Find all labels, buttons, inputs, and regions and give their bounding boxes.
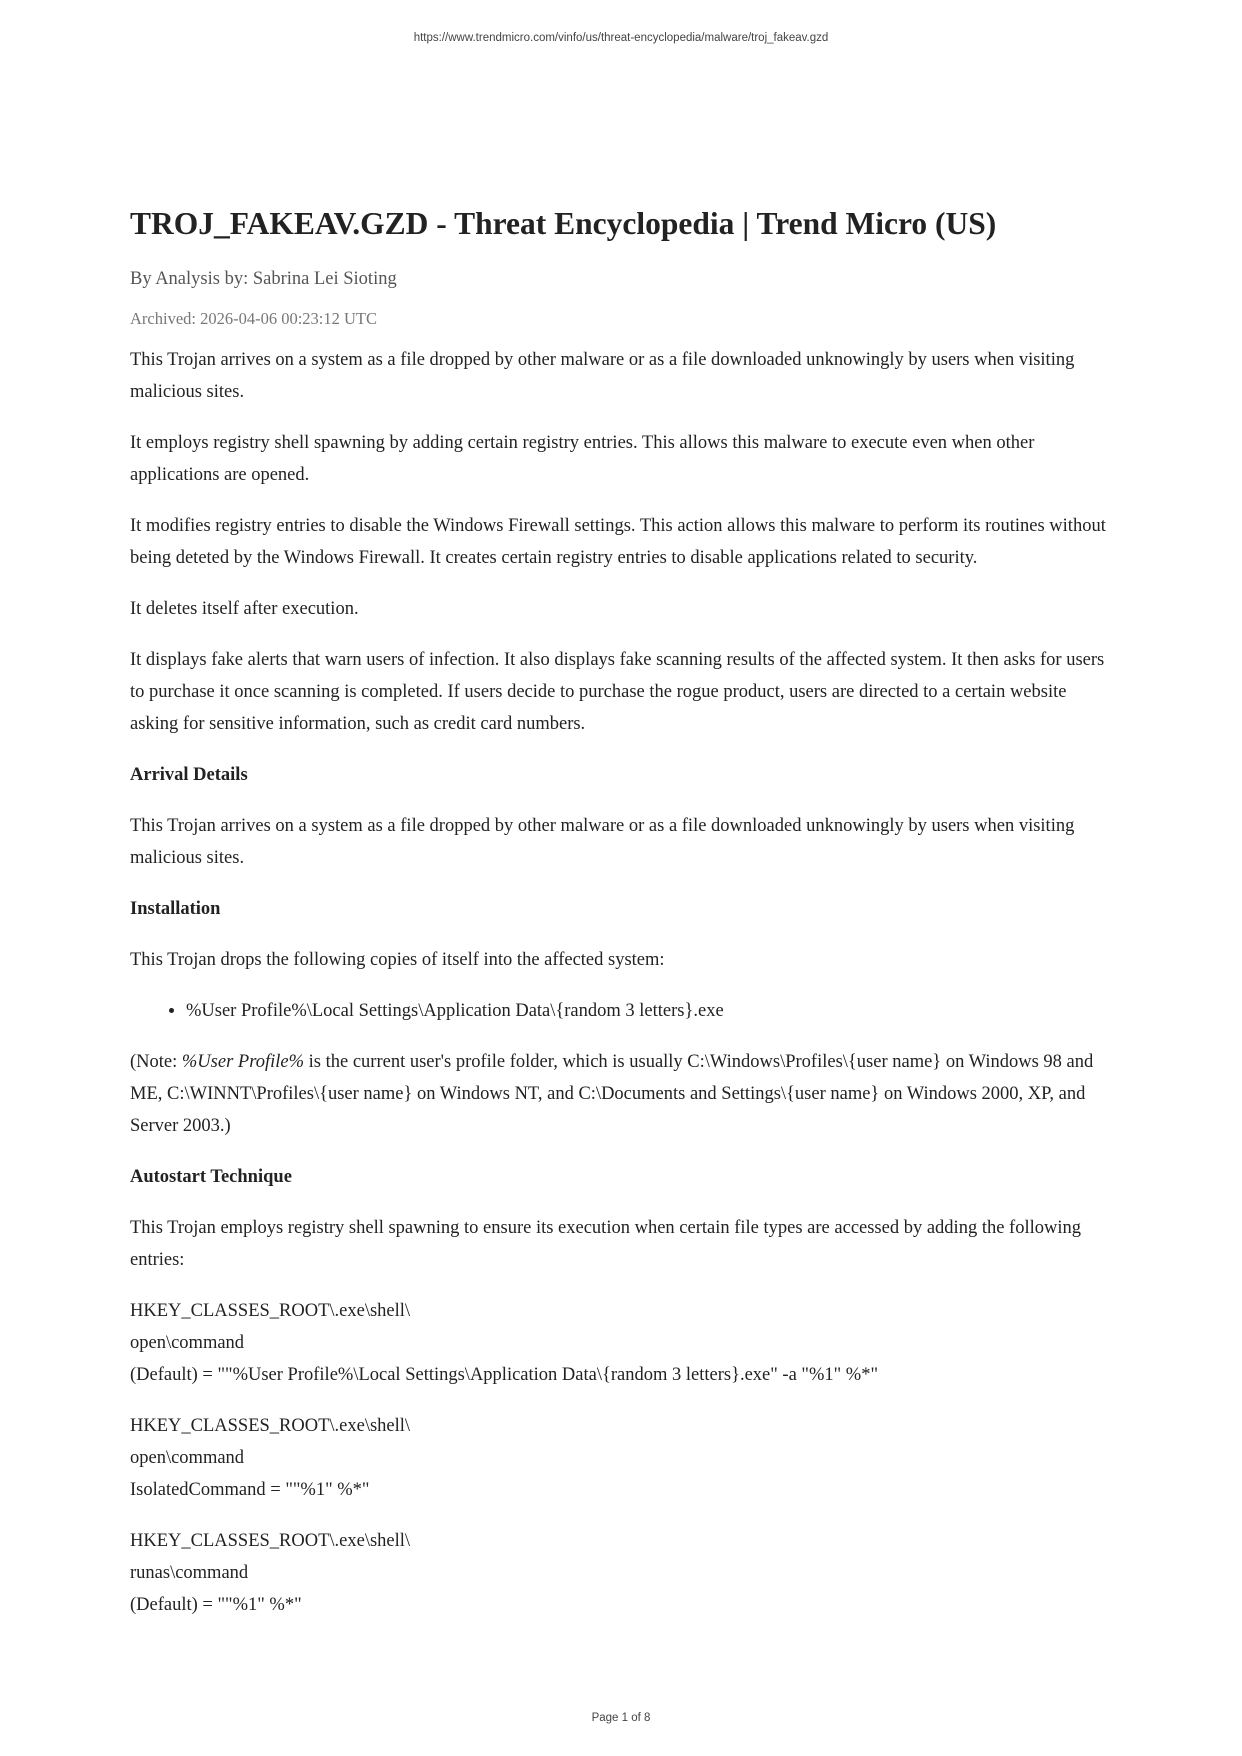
note-prefix: (Note: bbox=[130, 1052, 182, 1072]
note-suffix: is the current user's profile folder, which is usually C:\Windows\Profiles\{user name} on Windows 98 and ME, C:\WINNT\Profiles\{user name} on Windows NT, and C:\Documents and Settings\{user name} on Windows 2000, XP, and Server 2003.) bbox=[130, 1052, 1094, 1136]
list-item: • %User Profile%\Local Settings\Application Data\{random 3 letters}.exe bbox=[186, 995, 1115, 1027]
installation-note bbox=[130, 1046, 1115, 1142]
registry-entry-3 bbox=[130, 1525, 1115, 1621]
installation-heading: Installation bbox=[130, 899, 221, 919]
intro-paragraph-1: This Trojan arrives on a system as a file dropped by other malware or as a file downloaded unknowingly by users when visiting malicious sites. bbox=[130, 350, 1075, 402]
registry-key: HKEY_CLASSES_ROOT\.exe\shell\ bbox=[130, 1531, 411, 1551]
intro-paragraph-2: It employs registry shell spawning by adding certain registry entries. This allows this malware to execute even when other applications are opened. bbox=[130, 433, 1035, 485]
page-number: Page 1 of 8 bbox=[591, 1712, 651, 1724]
intro-paragraph-5: It displays fake alerts that warn users of infection. It also displays fake scanning results of the affected system. It then asks for users to purchase it once scanning is completed. If users decide to purchase the rogue product, users are directed to a certain website asking for sensitive information, such as credit card numbers. bbox=[130, 650, 1105, 734]
installation-text: This Trojan drops the following copies of itself into the affected system: bbox=[130, 950, 665, 970]
arrival-details-heading: Arrival Details bbox=[130, 765, 248, 785]
registry-value: (Default) = ""%1" %*" bbox=[130, 1595, 302, 1615]
autostart-technique-text: This Trojan employs registry shell spawning to ensure its execution when certain file types are accessed by adding the following entries: bbox=[130, 1218, 1081, 1270]
registry-subkey: open\command bbox=[130, 1333, 245, 1353]
registry-value: (Default) = ""%User Profile%\Local Settings\Application Data\{random 3 letters}.exe" -a "%1" %*" bbox=[130, 1365, 879, 1385]
registry-value: IsolatedCommand = ""%1" %*" bbox=[130, 1480, 370, 1500]
note-user-profile-path: %User Profile% bbox=[181, 1052, 305, 1072]
article-content bbox=[130, 204, 1115, 1640]
intro-paragraph-3: It modifies registry entries to disable the Windows Firewall settings. This action allows this malware to perform its routines without being deteted by the Windows Firewall. It creates certain registry entries to disable applications related to security. bbox=[130, 516, 1106, 568]
registry-entry-2 bbox=[130, 1410, 1115, 1506]
registry-entry-1 bbox=[130, 1295, 1115, 1391]
arrival-details-text: This Trojan arrives on a system as a file dropped by other malware or as a file downloaded unknowingly by users when visiting malicious sites. bbox=[130, 816, 1075, 868]
autostart-technique-heading: Autostart Technique bbox=[130, 1167, 292, 1187]
page-title: TROJ_FAKEAV.GZD - Threat Encyclopedia | Trend Micro (US) bbox=[130, 206, 997, 241]
intro-paragraph-4: It deletes itself after execution. bbox=[130, 599, 359, 619]
page-url-header: https://www.trendmicro.com/vinfo/us/threat-encyclopedia/malware/troj_fakeav.gzd bbox=[413, 32, 829, 44]
dropped-files-list bbox=[130, 995, 1115, 1027]
registry-subkey: runas\command bbox=[130, 1563, 249, 1583]
archived-timestamp: Archived: 2026-04-06 00:23:12 UTC bbox=[130, 309, 378, 328]
registry-key: HKEY_CLASSES_ROOT\.exe\shell\ bbox=[130, 1301, 411, 1321]
registry-subkey: open\command bbox=[130, 1448, 245, 1468]
registry-key: HKEY_CLASSES_ROOT\.exe\shell\ bbox=[130, 1416, 411, 1436]
author-byline: By Analysis by: Sabrina Lei Sioting bbox=[130, 269, 397, 289]
